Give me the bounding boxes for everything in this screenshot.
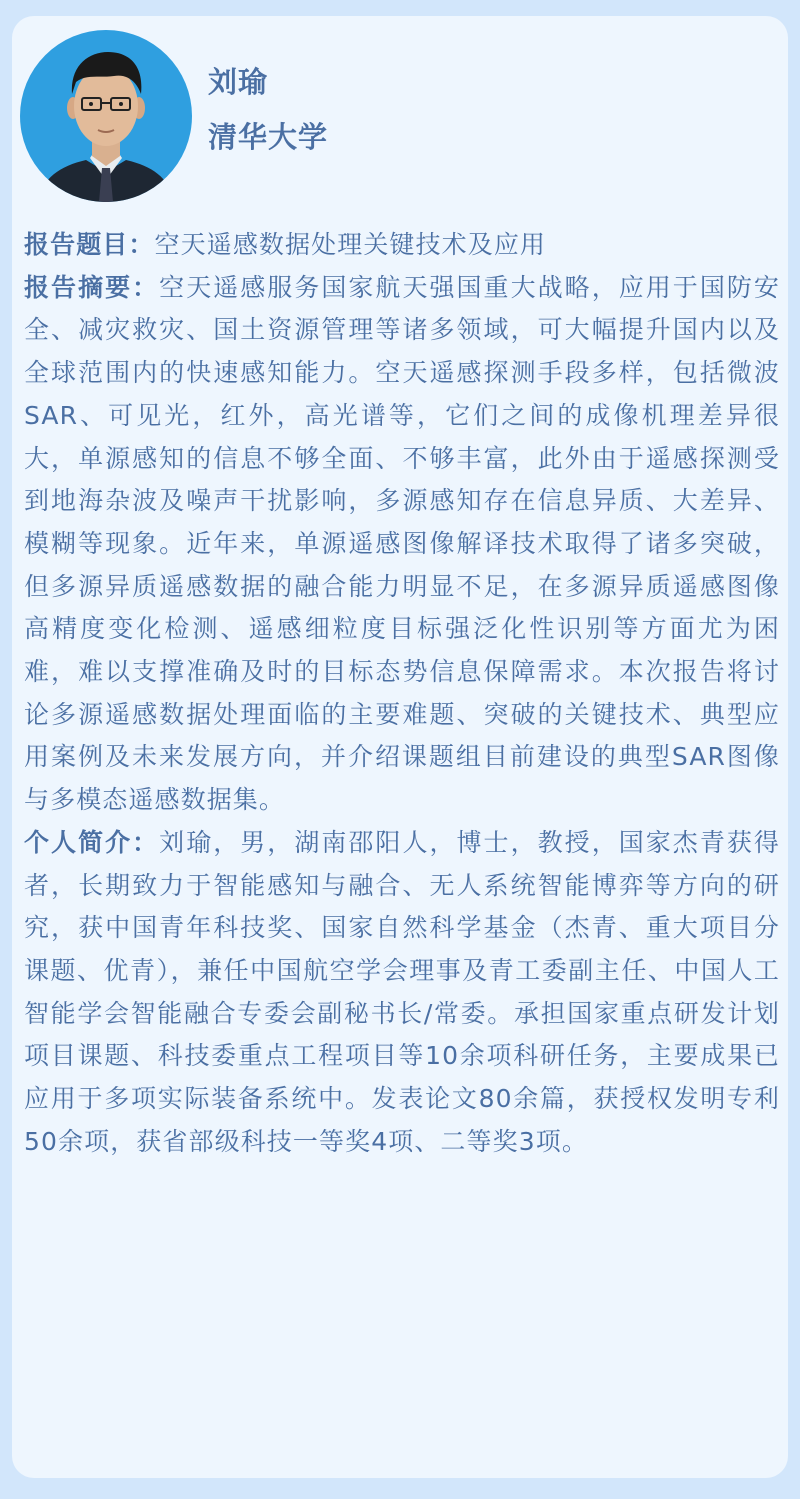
report-abstract-section xyxy=(24,267,780,822)
speaker-portrait-icon xyxy=(20,30,192,202)
speaker-photo xyxy=(20,30,192,202)
speaker-affiliation: 清华大学 xyxy=(208,120,329,154)
speaker-details xyxy=(24,224,780,1163)
speaker-card xyxy=(12,16,788,1478)
bio-section xyxy=(24,822,780,1164)
report-abstract-text: 空天遥感服务国家航天强国重大战略，应用于国防安全、减灾救灾、国土资源管理等诸多领域，可大幅提升国内以及全球范围内的快速感知能力。空天遥感探测手段多样，包括微波SAR、可见光，红外，高光谱等，它们之间的成像机理差异很大，单源感知的信息不够全面、不够丰富，此外由于遥感探测受到地海杂波及噪声干扰影响，多源感知存在信息异质、大差异、模糊等现象。近年来，单源遥感图像解译技术取得了诸多突破，但多源异质遥感数据的融合能力明显不足，在多源异质遥感图像高精度变化检测、遥感细粒度目标强泛化性识别等方面尤为困难，难以支撑准确及时的目标态势信息保障需求。本次报告将讨论多源遥感数据处理面临的主要难题、突破的关键技术、典型应用案例及未来发展方向，并介绍课题组目前建设的典型SAR图像与多模态遥感数据集。 xyxy=(24,272,780,815)
report-title-section xyxy=(24,224,780,267)
bio-label: 个人简介： xyxy=(24,827,160,857)
speaker-name: 刘瑜 xyxy=(208,65,269,99)
report-title-text: 空天遥感数据处理关键技术及应用 xyxy=(154,230,547,259)
bio-text: 刘瑜，男，湖南邵阳人，博士，教授，国家杰青获得者，长期致力于智能感知与融合、无人系统智能博弈等方向的研究，获中国青年科技奖、国家自然科学基金（杰青、重大项目分课题、优青），兼任中国航空学会理事及青工委副主任、中国人工智能学会智能融合专委会副秘书长/常委。承担国家重点研发计划项目课题、科技委重点工程项目等10余项科研任务，主要成果已应用于多项实际装备系统中。发表论文80余篇，获授权发明专利50余项，获省部级科技一等奖4项、二等奖3项。 xyxy=(24,827,780,1156)
report-abstract-label: 报告摘要： xyxy=(24,272,160,302)
report-title-label: 报告题目： xyxy=(24,230,155,259)
